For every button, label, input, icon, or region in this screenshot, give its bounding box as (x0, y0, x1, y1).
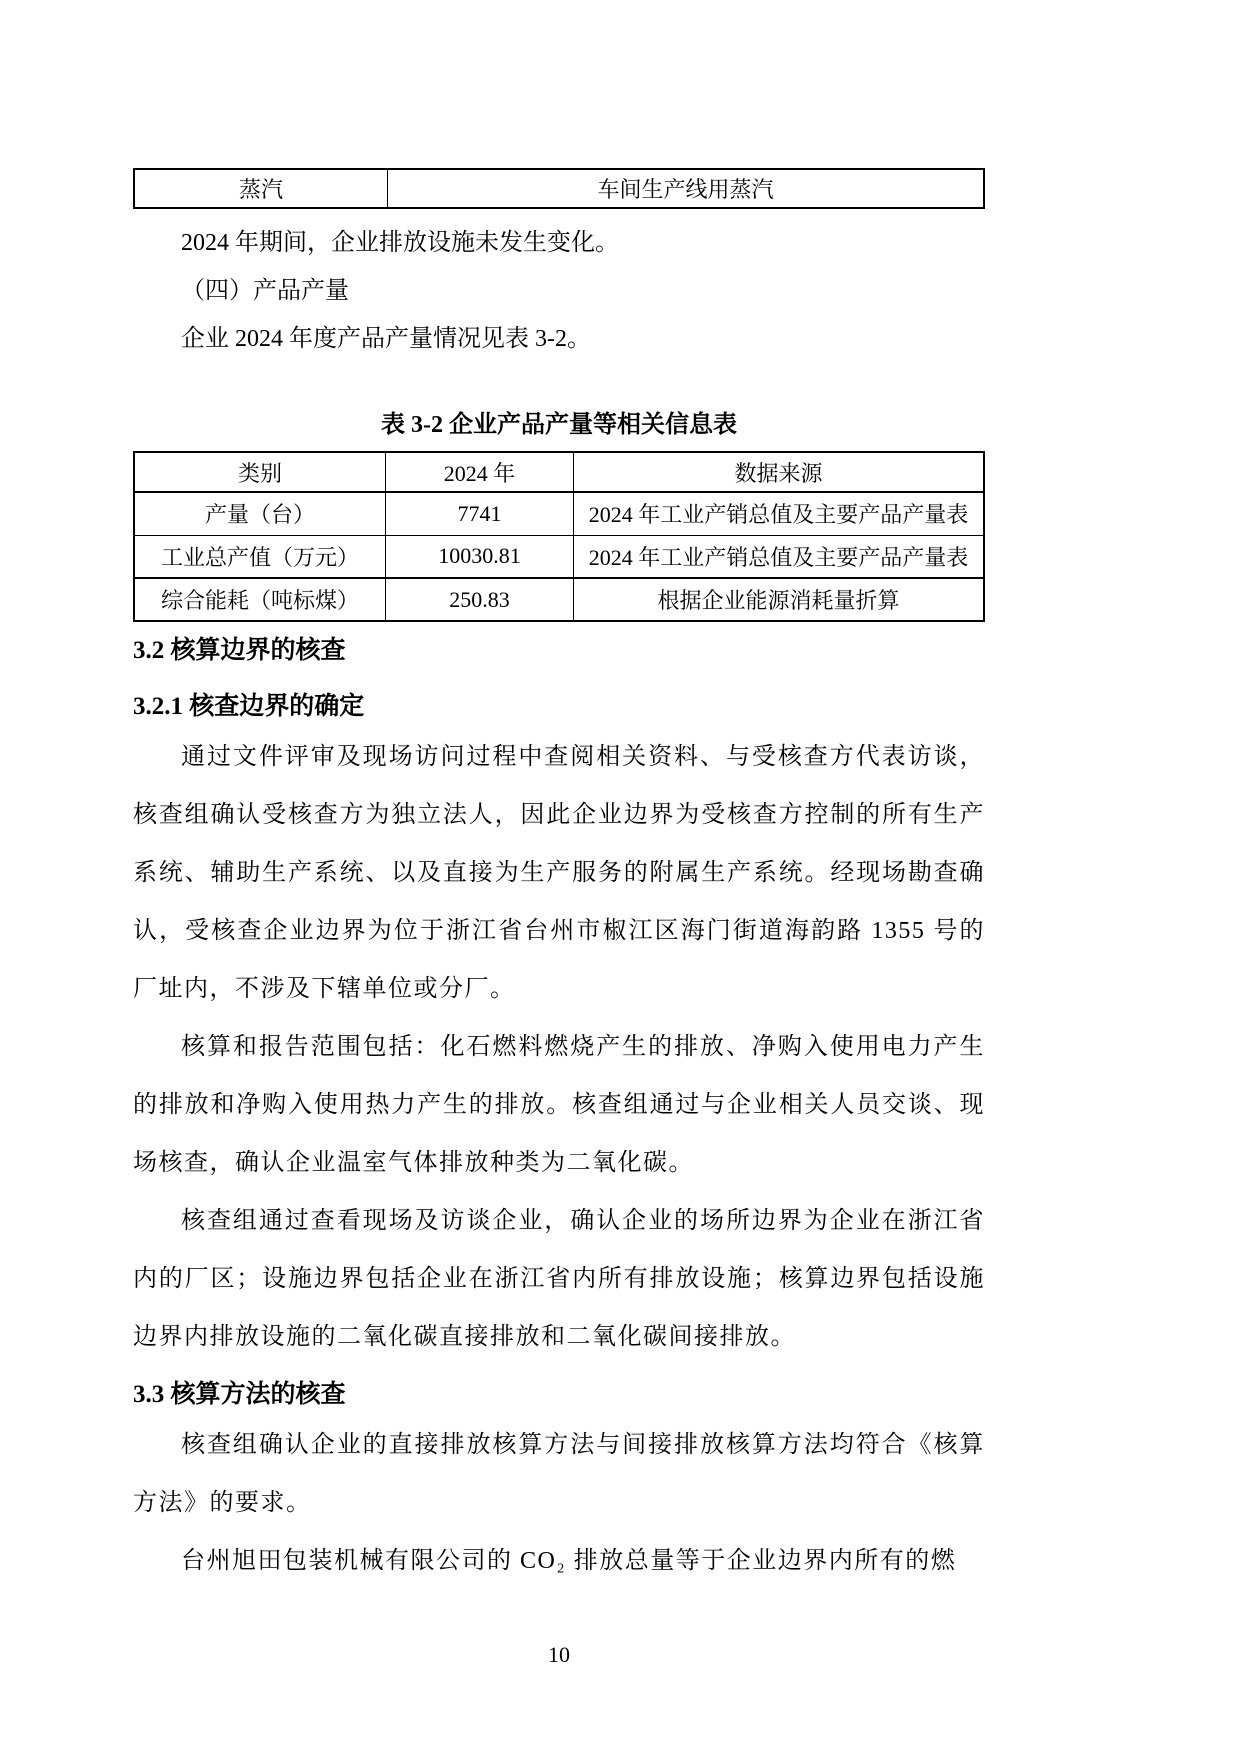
table-reference-statement: 企业 2024 年度产品产量情况见表 3-2。 (181, 326, 591, 352)
section-heading-3-2: 3.2 核算边界的核查 (133, 637, 346, 664)
page-content (133, 0, 985, 1590)
row-energy-category: 综合能耗（吨标煤） (134, 578, 386, 621)
header-year: 2024 年 (386, 452, 574, 492)
table-row (134, 169, 984, 208)
steam-category-cell: 蒸汽 (134, 169, 388, 208)
page-number: 10 (548, 1642, 570, 1667)
paragraph-accounting-scope: 核算和报告范围包括：化石燃料燃烧产生的排放、净购入使用电力产生的排放和净购入使用热力产生的排放。核查组通过与企业相关人员交谈、现场核查，确认企业温室气体排放种类为二氧化碳。 (133, 1034, 985, 1176)
continued-emission-facility-table (133, 168, 985, 209)
row-output-source: 2024 年工业产销总值及主要产品产量表 (574, 492, 985, 535)
steam-description-cell: 车间生产线用蒸汽 (388, 169, 985, 208)
header-category: 类别 (134, 452, 386, 492)
section-heading-3-3: 3.3 核算方法的核查 (133, 1381, 346, 1408)
section-heading-3-2-1: 3.2.1 核查边界的确定 (133, 693, 365, 720)
row-industrial-value: 10030.81 (386, 535, 574, 578)
row-output-value: 7741 (386, 492, 574, 535)
header-data-source: 数据来源 (574, 452, 985, 492)
table-row (134, 535, 984, 578)
product-output-table (133, 451, 985, 622)
row-output-category: 产量（台） (134, 492, 386, 535)
paragraph-site-boundary: 核查组通过查看现场及访谈企业，确认企业的场所边界为企业在浙江省内的厂区；设施边界包括企业在浙江省内所有排放设施；核算边界包括设施边界内排放设施的二氧化碳直接排放和二氧化碳间接排放。 (133, 1208, 985, 1350)
row-energy-value: 250.83 (386, 578, 574, 621)
paragraph-co2-total: 台州旭田包装机械有限公司的 CO₂ 排放总量等于企业边界内所有的燃 (181, 1548, 957, 1574)
row-industrial-value-category: 工业总产值（万元） (134, 535, 386, 578)
table-row (134, 578, 984, 621)
paragraph-method-confirmation: 核查组确认企业的直接排放核算方法与间接排放核算方法均符合《核算方法》的要求。 (133, 1432, 985, 1516)
sub-heading-product-output: （四）产品产量 (181, 278, 349, 304)
table-row (134, 492, 984, 535)
row-energy-source: 根据企业能源消耗量折算 (574, 578, 985, 621)
paragraph-boundary-determination: 通过文件评审及现场访问过程中查阅相关资料、与受核查方代表访谈，核查组确认受核查方为独立法人，因此企业边界为受核查方控制的所有生产系统、辅助生产系统、以及直接为生产服务的附属生产系统。经现场勘查确认，受核查企业边界为位于浙江省台州市椒江区海门街道海韵路 1355 号的厂址内，不涉及下辖单位或分厂。 (133, 744, 985, 1002)
facility-change-statement: 2024 年期间，企业排放设施未发生变化。 (181, 230, 619, 256)
row-industrial-value-source: 2024 年工业产销总值及主要产品产量表 (574, 535, 985, 578)
table-header-row (134, 452, 984, 492)
table32-title: 表 3-2 企业产品产量等相关信息表 (381, 412, 737, 438)
